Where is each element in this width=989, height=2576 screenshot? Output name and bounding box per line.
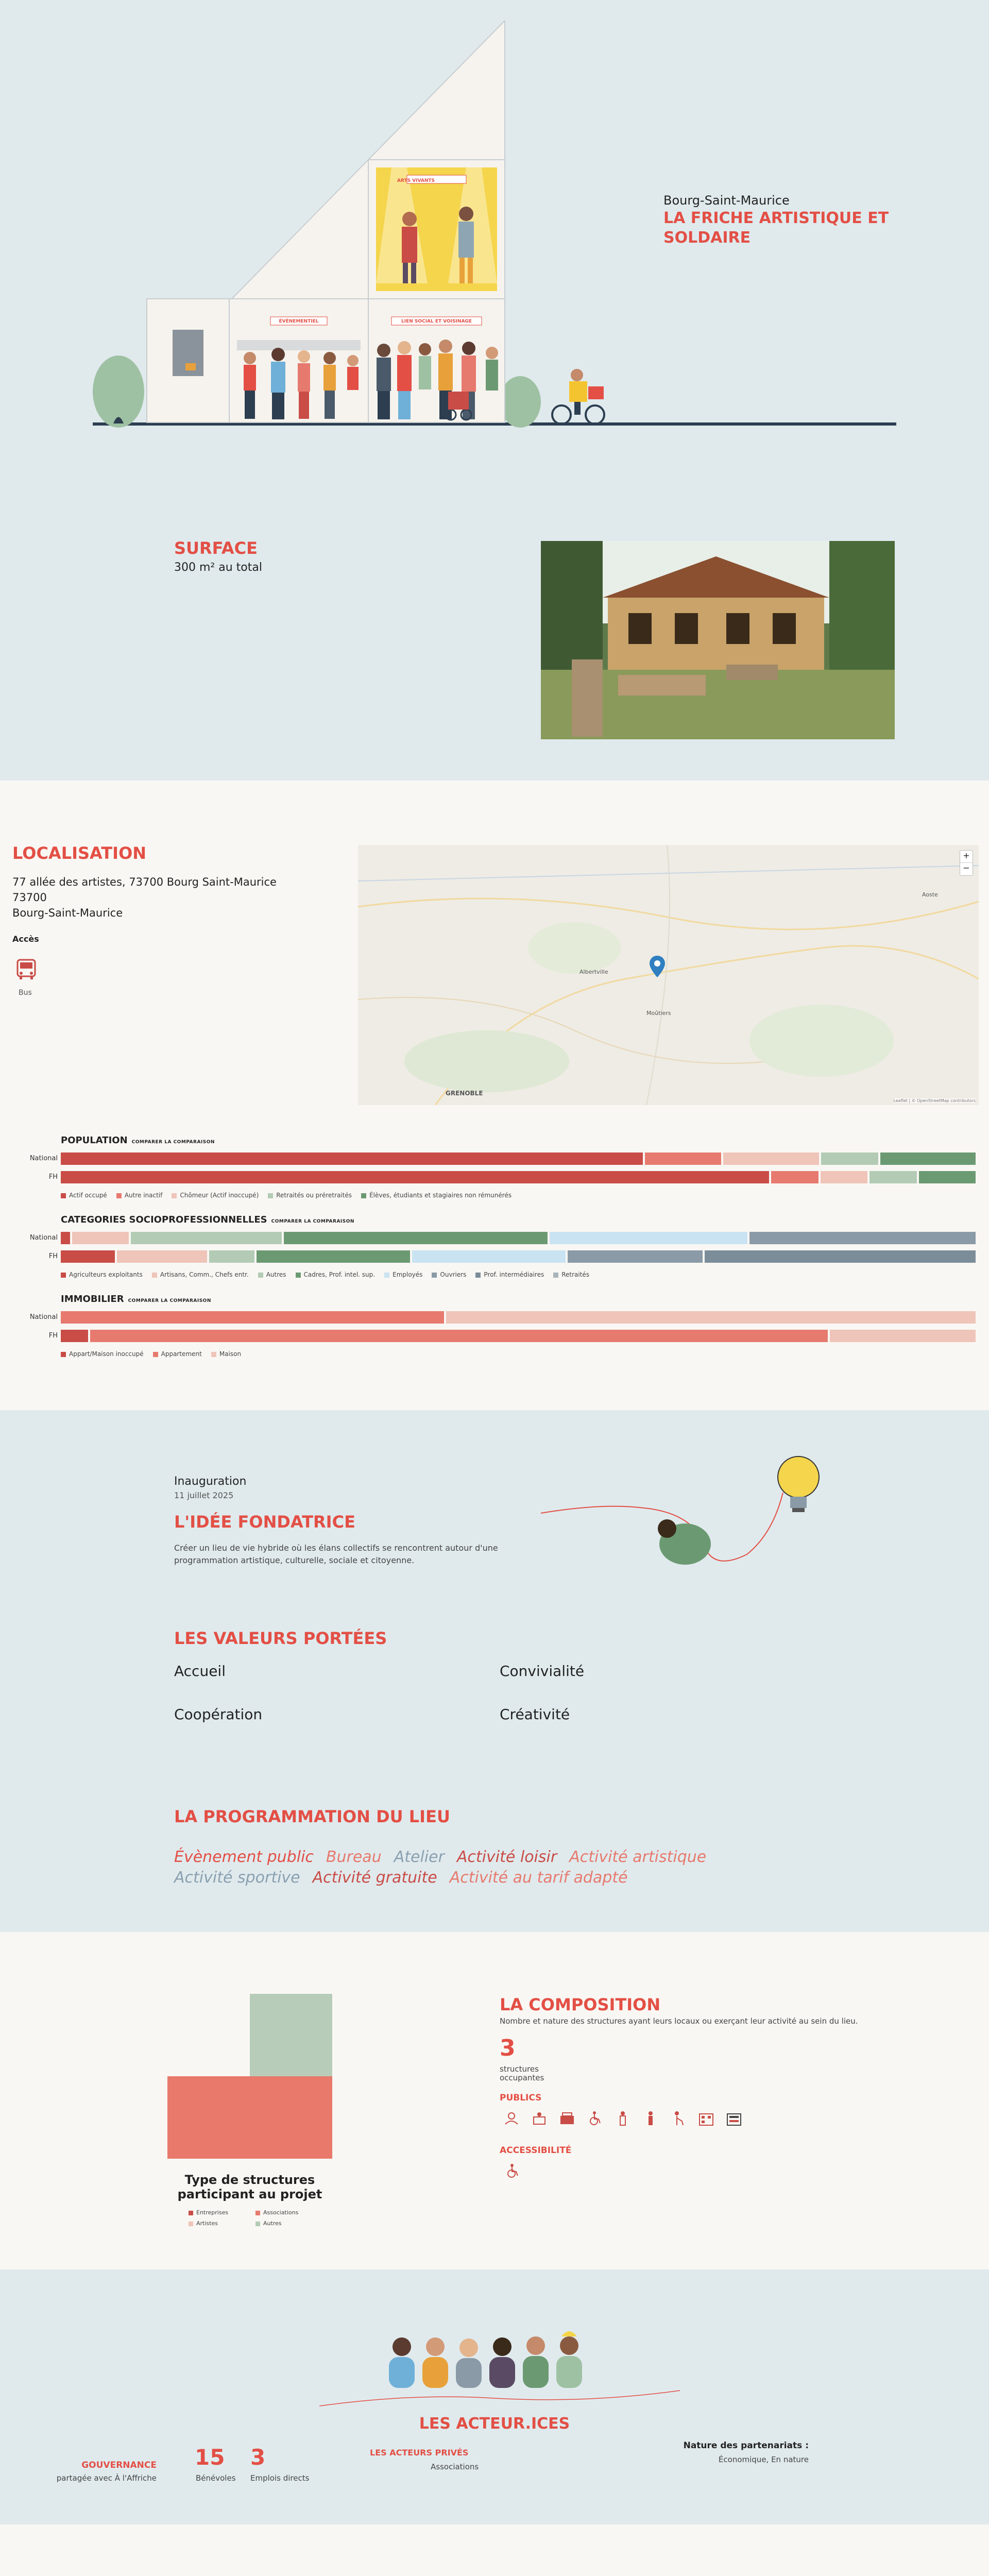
csp-legend-item xyxy=(296,1271,376,1278)
composition-count-label xyxy=(500,2065,544,2082)
emplois-count: 3 xyxy=(250,2445,266,2470)
csp-legend-text: Artisans, Comm., Chefs entr. xyxy=(160,1271,249,1278)
structures-legend-text: Entreprises xyxy=(196,2209,229,2216)
address-line3: Bourg-Saint-Maurice xyxy=(12,907,123,919)
idea-text-line1: Créer un lieu de vie hybride où les élans collectifs se rencontrent autour d'une xyxy=(174,1543,498,1553)
acteurs-title: LES ACTEUR.ICES xyxy=(419,2415,570,2433)
immobilier-legend-text: Appart/Maison inoccupé xyxy=(69,1350,144,1358)
population-row-fh: FH xyxy=(48,1173,58,1181)
immobilier-row-national: National xyxy=(29,1313,58,1321)
population-legend-item xyxy=(61,1192,107,1199)
hero-title-line1: LA FRICHE ARTISTIQUE ET xyxy=(663,209,889,227)
treemap-cell-entreprises xyxy=(167,2076,250,2159)
bus-icon xyxy=(13,957,39,982)
treemap-cell-entreprises-2 xyxy=(250,2076,332,2159)
inauguration-date: 11 juillet 2025 xyxy=(174,1490,234,1500)
csp-legend-text: Prof. intermédiaires xyxy=(484,1271,544,1278)
csp-national-segment xyxy=(284,1232,548,1244)
population-legend-text: Élèves, étudiants et stagiaires non rémunérés xyxy=(369,1192,512,1199)
structures-treemap xyxy=(165,1994,335,2159)
csp-national-segment xyxy=(550,1232,747,1244)
population-national-segment xyxy=(821,1153,878,1165)
map-attribution: Leaflet | © OpenStreetMap contributors xyxy=(893,1098,976,1103)
structures-legend-item xyxy=(189,2209,255,2216)
gouvernance-text: partagée avec À l'Affriche xyxy=(56,2473,157,2483)
family-icon xyxy=(558,2110,576,2127)
map-label-albertville: Albertville xyxy=(579,969,608,975)
csp-fh-segment xyxy=(412,1250,566,1263)
map-marker-icon[interactable] xyxy=(650,956,665,977)
composition-section xyxy=(0,1932,989,2269)
programmation-tags-line1 xyxy=(174,1848,719,1866)
csp-legend-swatch xyxy=(553,1273,558,1278)
immobilier-legend-swatch xyxy=(211,1352,216,1357)
idea-text xyxy=(174,1542,498,1567)
valeur-accueil: Accueil xyxy=(174,1663,226,1680)
hero-title-block xyxy=(663,193,889,248)
map-label-aoste: Aoste xyxy=(922,891,938,898)
immobilier-legend-text: Appartement xyxy=(161,1350,202,1358)
immobilier-bar-national xyxy=(61,1311,978,1324)
csp-legend xyxy=(61,1271,589,1278)
csp-fh-segment xyxy=(117,1250,207,1263)
address-block xyxy=(12,874,277,921)
map[interactable] xyxy=(358,845,979,1105)
programmation-tag: Évènement public xyxy=(174,1848,314,1866)
localisation-title: LOCALISATION xyxy=(12,843,147,863)
immobilier-legend xyxy=(61,1350,241,1358)
csp-fh-segment xyxy=(209,1250,254,1263)
population-fh-segment xyxy=(869,1171,917,1183)
composition-subtitle: Nombre et nature des structures ayant leurs locaux ou exerçant leur activité au sein du lieu. xyxy=(500,2016,858,2026)
hero-title-line2: SOLDAIRE xyxy=(663,229,751,247)
acces-mode: Bus xyxy=(19,989,32,997)
csp-legend-swatch xyxy=(432,1273,437,1278)
csp-national-segment xyxy=(61,1232,70,1244)
structures-legend-text: Autres xyxy=(263,2220,282,2227)
population-legend-swatch xyxy=(172,1193,177,1198)
immobilier-fh-segment xyxy=(61,1330,88,1342)
programmation-tag: Bureau xyxy=(326,1848,382,1866)
valeurs-title: LES VALEURS PORTÉES xyxy=(174,1629,387,1648)
composition-count-label-2: occupantes xyxy=(500,2073,544,2082)
structures-legend-swatch xyxy=(189,2211,193,2215)
immobilier-bar-fh xyxy=(61,1330,978,1342)
sign-lien-social: LIEN SOCIAL ET VOISINAGE xyxy=(401,319,472,324)
structures-chart-title-2: participant au projet xyxy=(177,2187,322,2201)
csp-legend-swatch xyxy=(296,1273,301,1278)
population-row-national: National xyxy=(29,1155,58,1162)
population-title: POPULATION COMPARER LA COMPARAISON xyxy=(61,1135,215,1146)
acteurs-section xyxy=(0,2269,989,2524)
structures-legend-item xyxy=(189,2220,255,2227)
building-icon xyxy=(697,2110,715,2127)
immobilier-legend-text: Maison xyxy=(219,1350,242,1358)
population-bar-fh xyxy=(61,1171,978,1183)
address-line1: 77 allée des artistes, 73700 Bourg Saint-Maurice xyxy=(12,876,277,888)
child-icon xyxy=(531,2110,548,2127)
population-legend-text: Chômeur (Actif inoccupé) xyxy=(180,1192,259,1199)
wheelchair-icon xyxy=(586,2110,604,2127)
composition-title: LA COMPOSITION xyxy=(500,1995,661,2014)
csp-legend-item xyxy=(432,1271,466,1278)
csp-national-segment xyxy=(131,1232,282,1244)
person-icon xyxy=(614,2110,632,2127)
csp-row-national: National xyxy=(29,1234,58,1242)
programmation-tag: Activité au tarif adapté xyxy=(449,1869,628,1887)
population-compare-link[interactable]: COMPARER LA COMPARAISON xyxy=(131,1140,215,1145)
immobilier-legend-item xyxy=(153,1350,202,1358)
acces-label: Accès xyxy=(12,934,39,944)
map-tiles xyxy=(358,845,979,1105)
partenariats-value: Économique, En nature xyxy=(718,2455,809,2464)
publics-icons xyxy=(503,2110,743,2127)
map-zoom-in-button[interactable]: + xyxy=(960,851,973,863)
structures-chart-title-1: Type de structures xyxy=(184,2173,315,2187)
immobilier-legend-item xyxy=(211,1350,241,1358)
idea-title: L'IDÉE FONDATRICE xyxy=(174,1512,355,1532)
population-bar-national xyxy=(61,1153,978,1165)
structures-legend-swatch xyxy=(189,2222,193,2226)
population-national-segment xyxy=(880,1153,976,1165)
immobilier-legend-swatch xyxy=(61,1352,66,1357)
population-legend-text: Actif occupé xyxy=(69,1192,107,1199)
valeur-cooperation: Coopération xyxy=(174,1706,263,1723)
immobilier-fh-segment xyxy=(830,1330,976,1342)
sign-arts-vivants: ARTS VIVANTS xyxy=(397,178,435,183)
valeur-creativite: Créativité xyxy=(500,1706,570,1723)
programmation-tag: Activité sportive xyxy=(174,1869,300,1887)
csp-fh-segment xyxy=(568,1250,703,1263)
immobilier-title: IMMOBILIER COMPARER LA COMPARAISON xyxy=(61,1294,211,1304)
structures-legend-swatch xyxy=(255,2211,260,2215)
csp-legend-item xyxy=(553,1271,589,1278)
structures-legend-item xyxy=(255,2209,322,2216)
csp-national-segment xyxy=(72,1232,129,1244)
csp-legend-text: Agriculteurs exploitants xyxy=(69,1271,143,1278)
structures-legend-swatch xyxy=(255,2222,260,2226)
inauguration-label: Inauguration xyxy=(174,1475,247,1488)
csp-legend-swatch xyxy=(61,1273,66,1278)
structures-legend-item xyxy=(255,2220,322,2227)
csp-fh-segment xyxy=(705,1250,976,1263)
csp-legend-text: Ouvriers xyxy=(440,1271,467,1278)
map-zoom-out-button[interactable]: − xyxy=(963,863,970,873)
map-zoom-controls xyxy=(960,850,973,876)
csp-legend-swatch xyxy=(384,1273,389,1278)
emplois-label: Emplois directs xyxy=(250,2473,310,2483)
immobilier-row-fh: FH xyxy=(48,1332,58,1340)
baby-icon xyxy=(503,2110,520,2127)
moyens-section xyxy=(0,2524,989,2576)
csp-legend-text: Employés xyxy=(393,1271,423,1278)
csp-legend-swatch xyxy=(152,1273,157,1278)
immobilier-national-segment xyxy=(446,1311,976,1324)
csp-row-fh: FH xyxy=(48,1252,58,1260)
population-legend-item xyxy=(116,1192,163,1199)
accessibilite-label: ACCESSIBILITÉ xyxy=(500,2145,572,2156)
programmation-tag: Atelier xyxy=(394,1848,445,1866)
csp-compare-link[interactable]: COMPARER LA COMPARAISON xyxy=(271,1219,354,1224)
population-legend-swatch xyxy=(61,1193,66,1198)
csp-legend-item xyxy=(61,1271,143,1278)
adult-icon xyxy=(642,2110,659,2127)
sign-evenementiel: ÉVÉNEMENTIEL xyxy=(279,319,319,324)
structures-chart-title xyxy=(165,2173,335,2201)
csp-legend-item xyxy=(384,1271,422,1278)
surface-value: 300 m² au total xyxy=(174,561,262,574)
csp-legend-text: Retraités xyxy=(561,1271,590,1278)
population-legend-item xyxy=(268,1192,352,1199)
population-fh-segment xyxy=(919,1171,976,1183)
immobilier-fh-segment xyxy=(90,1330,828,1342)
csp-fh-segment xyxy=(257,1250,410,1263)
population-fh-segment xyxy=(771,1171,819,1183)
population-legend-item xyxy=(361,1192,511,1199)
csp-legend-text: Cadres, Prof. intel. sup. xyxy=(303,1271,376,1278)
programmation-tag: Activité loisir xyxy=(456,1848,557,1866)
acteurs-prives-label: LES ACTEURS PRIVÉS xyxy=(370,2448,469,2458)
programmation-title: LA PROGRAMMATION DU LIEU xyxy=(174,1807,450,1826)
immobilier-legend-item xyxy=(61,1350,144,1358)
population-legend-text: Autre inactif xyxy=(124,1192,163,1199)
composition-count: 3 xyxy=(500,2035,516,2061)
acteurs-illustration xyxy=(381,2326,613,2388)
csp-fh-segment xyxy=(61,1250,115,1263)
structures-legend-text: Artistes xyxy=(196,2220,218,2227)
csp-national-segment xyxy=(749,1232,976,1244)
accessibility-wheelchair-icon xyxy=(504,2162,521,2180)
acteurs-decor-line xyxy=(319,2388,680,2414)
population-fh-segment xyxy=(61,1171,769,1183)
surface-block xyxy=(174,538,262,574)
benevoles-count: 15 xyxy=(195,2445,225,2470)
publics-label: PUBLICS xyxy=(500,2093,542,2103)
population-fh-segment xyxy=(821,1171,868,1183)
population-legend-item xyxy=(172,1192,259,1199)
acteurs-prives-value: Associations xyxy=(431,2462,479,2471)
hero-section xyxy=(0,0,989,781)
csp-bar-fh xyxy=(61,1250,978,1263)
csp-legend-text: Autres xyxy=(266,1271,286,1278)
csp-legend-item xyxy=(258,1271,286,1278)
idea-text-line2: programmation artistique, culturelle, sociale et citoyenne. xyxy=(174,1555,415,1565)
hero-city: Bourg-Saint-Maurice xyxy=(663,193,790,208)
valeur-convivialite: Convivialité xyxy=(500,1663,585,1680)
partenariats-label: Nature des partenariats : xyxy=(683,2441,809,2451)
map-label-moutiers: Moûtiers xyxy=(646,1010,671,1016)
site-photo xyxy=(541,541,895,739)
treemap-cell-associations xyxy=(250,1994,332,2076)
composition-count-label-1: structures xyxy=(500,2064,539,2074)
structures-legend-text: Associations xyxy=(263,2209,299,2216)
population-national-segment xyxy=(645,1153,721,1165)
programmation-tag: Activité artistique xyxy=(569,1848,707,1866)
csp-legend-item xyxy=(152,1271,249,1278)
senior-icon xyxy=(670,2110,687,2127)
population-legend-swatch xyxy=(116,1193,122,1198)
gouvernance-label: GOUVERNANCE xyxy=(81,2460,157,2470)
programmation-tags-line2 xyxy=(174,1869,640,1887)
population-national-segment xyxy=(723,1153,819,1165)
csp-legend-item xyxy=(475,1271,544,1278)
immobilier-national-segment xyxy=(61,1311,444,1324)
csp-title: CATEGORIES SOCIOPROFESSIONNELLES COMPARER LA COMPARAISON xyxy=(61,1214,354,1225)
csp-bar-national xyxy=(61,1232,978,1244)
population-legend-text: Retraités ou préretraités xyxy=(276,1192,352,1199)
map-label-grenoble: GRENOBLE xyxy=(446,1090,483,1097)
structures-legend xyxy=(189,2209,322,2227)
localisation-section xyxy=(0,781,989,1410)
csp-legend-swatch xyxy=(258,1273,263,1278)
idea-section xyxy=(0,1410,989,1932)
company-icon xyxy=(725,2110,743,2127)
immobilier-compare-link[interactable]: COMPARER LA COMPARAISON xyxy=(128,1298,211,1303)
lightbulb-illustration xyxy=(541,1451,829,1575)
population-national-segment xyxy=(61,1153,643,1165)
population-legend-swatch xyxy=(268,1193,273,1198)
address-line2: 73700 xyxy=(12,891,47,904)
benevoles-label: Bénévoles xyxy=(196,2473,236,2483)
population-legend xyxy=(61,1192,511,1199)
programmation-tag: Activité gratuite xyxy=(312,1869,437,1887)
immobilier-legend-swatch xyxy=(153,1352,158,1357)
surface-label: SURFACE xyxy=(174,538,258,558)
csp-legend-swatch xyxy=(475,1273,481,1278)
population-legend-swatch xyxy=(361,1193,366,1198)
